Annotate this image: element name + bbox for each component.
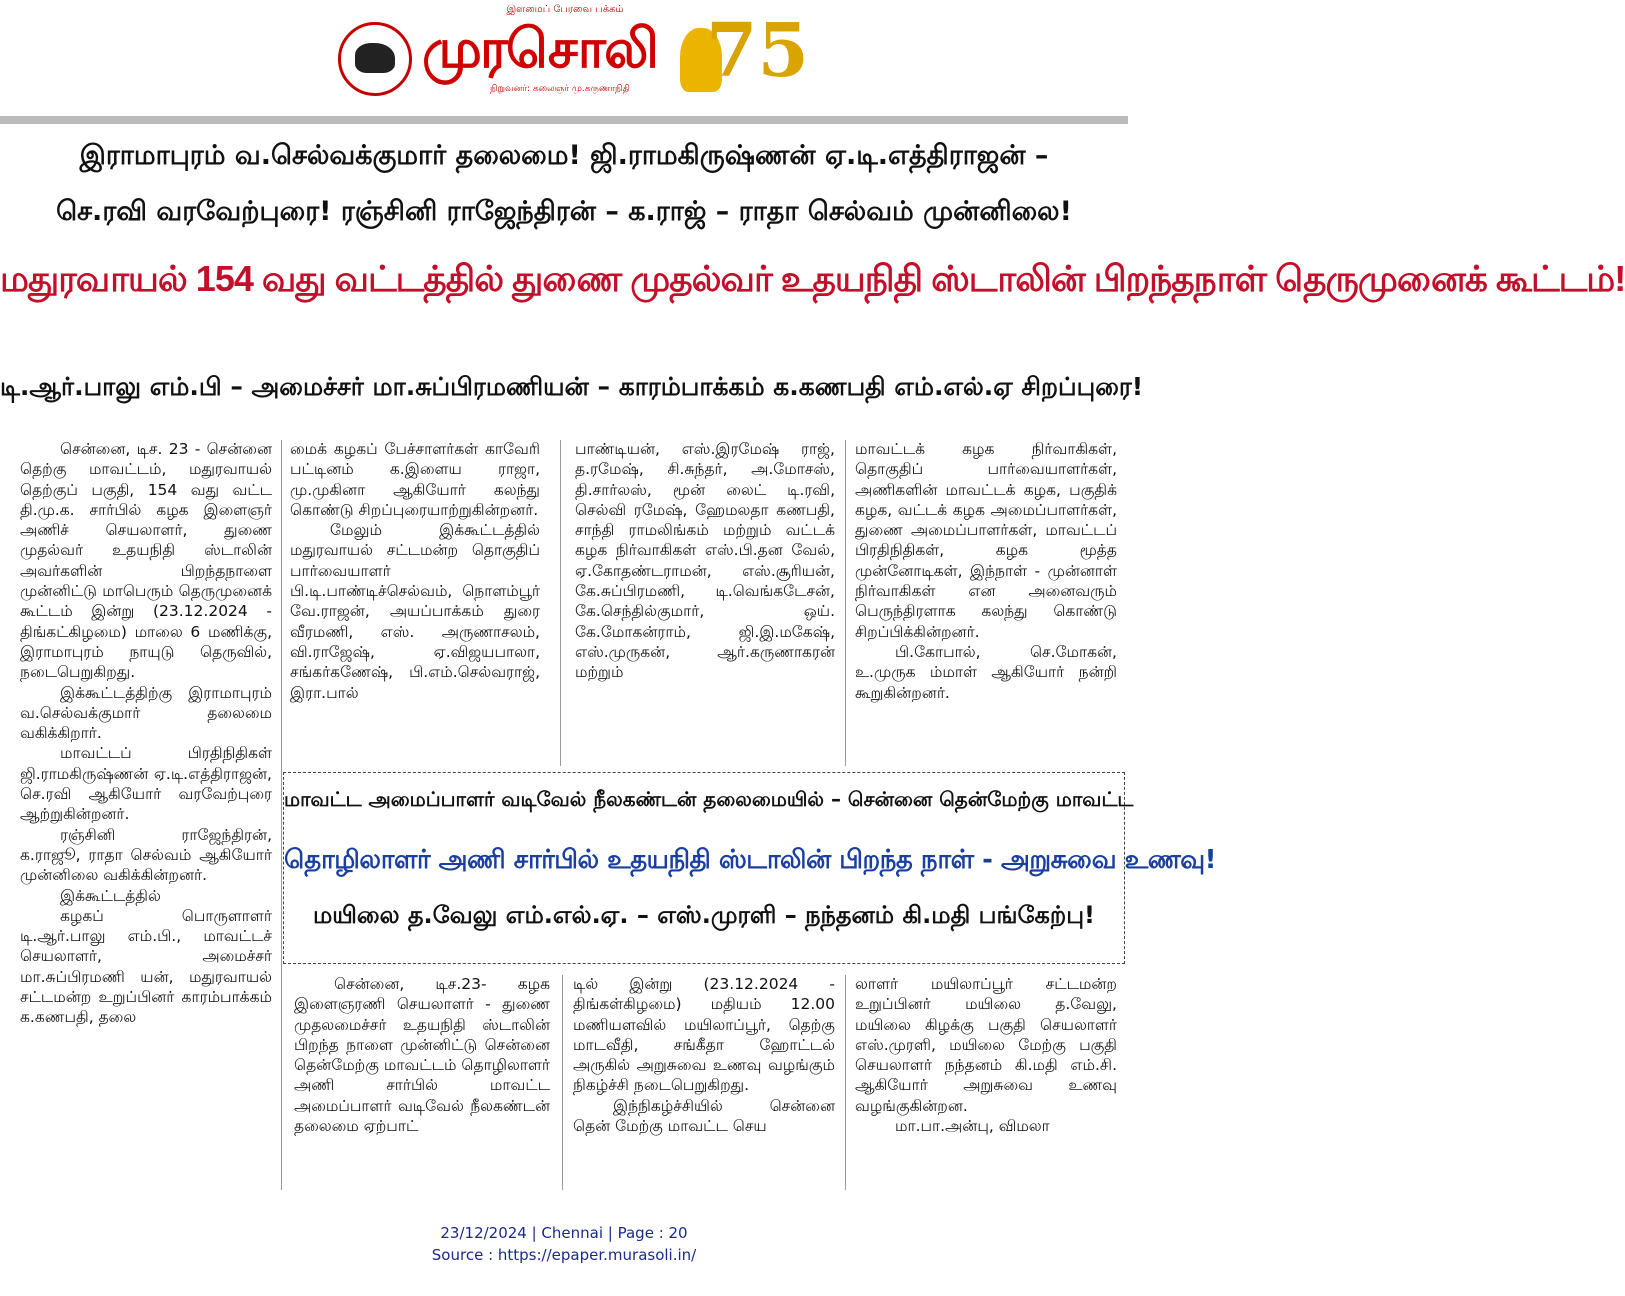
paragraph: கழகப் பொருளாளர் டி.ஆர்.பாலு எம்.பி., மாவட்டச் செயலாளர், அமைச்சர் மா.சுப்பிரமணி யன், மதுரவாயல் சட்டமன்ற உறுப்பினர் காரம்பாக்கம் க.கணபதி, தலை xyxy=(20,906,272,1027)
column-divider xyxy=(845,440,846,766)
headline-line-4: டி.ஆர்.பாலு எம்.பி – அமைச்சர் மா.சுப்பிரமணியன் – காரம்பாக்கம் க.கணபதி எம்.எல்.ஏ சிறப்புரை! xyxy=(0,372,1144,401)
headline-line-2: செ.ரவி வரவேற்புரை! ரஞ்சினி ராஜேந்திரன் – க.ராஜ் – ராதா செல்வம் முன்னிலை! xyxy=(56,196,1072,227)
headline-line-1: இராமாபுரம் வ.செல்வக்குமார் தலைமை! ஜி.ராமகிருஷ்ணன் ஏ.டி.எத்திராஜன் – xyxy=(79,140,1049,171)
article2-column-1 xyxy=(294,974,550,1192)
article1-column-4 xyxy=(855,439,1117,769)
column-divider xyxy=(281,440,282,1190)
article1-column-2 xyxy=(290,439,540,769)
paragraph: மைக் கழகப் பேச்சாளர்கள் காவேரி பட்டினம் க.இளைய ராஜா, மு.முகினா ஆகியோர் கலந்து கொண்டு சிறப்புரையாற்றுகின்றனர். xyxy=(290,440,540,519)
footer-dateline: 23/12/2024 | Chennai | Page : 20 xyxy=(440,1224,688,1242)
masthead-tagline: இளமைப் பேரவை பக்கம் xyxy=(506,4,624,15)
footer-source-link[interactable]: Source : https://epaper.murasoli.in/ xyxy=(431,1246,697,1264)
seal-icon xyxy=(338,22,412,96)
divider xyxy=(0,116,1128,124)
paragraph: மாவட்டக் கழக நிர்வாகிகள், தொகுதிப் பார்வையாளர்கள், அணிகளின் மாவட்டக் கழக, பகுதிக் கழக, வட்டக் கழக அமைப்பாளர்கள், துணை அமைப்பாளர்கள், மாவட்டப் பிரதிநிதிகள், கழக மூத்த முன்னோடிகள், இந்நாள் - முன்னாள் நிர்வாகிகள் என அனைவரும் பெருந்திரளாக கலந்து கொண்டு சிறப்பிக்கின்றனர். xyxy=(855,440,1117,641)
article2-headline: தொழிலாளர் அணி சார்பில் உதயநிதி ஸ்டாலின் பிறந்த நாள் - அறுசுவை உணவு! xyxy=(284,845,1217,875)
column-divider xyxy=(562,975,563,1190)
column-divider xyxy=(845,975,846,1190)
paragraph: பாண்டியன், எஸ்.இரமேஷ் ராஜ், த.ரமேஷ், சி.சுந்தர், அ.மோசஸ், தி.சார்லஸ், மூன் லைட் டி.ரவி, செல்வி ரமேஷ், ஹேமலதா கணபதி, சாந்தி ராமலிங்கம் மற்றும் வட்டக் கழக நிர்வாகிகள் எஸ்.பி.தன வேல், ஏ.கோதண்டராமன், எஸ்.சூரியன், கே.சுப்பிரமணி, டி.வெங்கடேசன், கே.செந்தில்குமார், ஒய். கே.மோகன்ராம், ஜி.இ.மகேஷ், எஸ்.முருகன், ஆர்.கருணாகரன் மற்றும் xyxy=(575,440,835,682)
paragraph: ரஞ்சினி ராஜேந்திரன், க.ராஜூ, ராதா செல்வம் ஆகியோர் முன்னிலை வகிக்கின்றனர். xyxy=(20,825,272,885)
article2-headline-box xyxy=(283,772,1217,964)
paragraph: லாளர் மயிலாப்பூர் சட்டமன்ற உறுப்பினர் மயிலை த.வேலு, மயிலை கிழக்கு பகுதி செயலாளர் எஸ்.முரளி, மயிலை மேற்கு பகுதி செயலாளர் நந்தனம் கி.மதி எம்.சி. ஆகியோர் அறுசுவை உணவு வழங்குகின்றன. xyxy=(855,975,1117,1115)
paragraph: சென்னை, டிச. 23 - சென்னை தெற்கு மாவட்டம், மதுரவாயல் தெற்குப் பகுதி, 154 வது வட்ட தி.மு.க. சார்பில் கழக இளைஞர் அணிச் செயலாளர், துணை முதல்வர் உதயநிதி ஸ்டாலின் அவர்களின் பிறந்தநாளை முன்னிட்டு மாபெரும் தெருமுனைக் கூட்டம் இன்று (23.12.2024 - திங்கட்கிழமை) மாலை 6 மணிக்கு, இராமாபுரம் நாயுடு தெருவில், நடைபெறுகிறது. xyxy=(20,440,272,682)
paragraph: இக்கூட்டத்தில் xyxy=(60,886,161,905)
paragraph: மா.பா.அன்பு, விமலா xyxy=(895,1117,1050,1136)
newspaper-logo: முரசொலி xyxy=(422,17,657,80)
paragraph: மேலும் இக்கூட்டத்தில் மதுரவாயல் சட்டமன்ற தொகுதிப் பார்வையாளர் பி.டி.பாண்டிச்செல்வம், நொளம்பூர் வே.ராஜன், அயப்பாக்கம் துரை வீரமணி, எஸ். அருணாசலம், வி.ராஜேஷ், ஏ.விஜயபாலா, சங்கர்கணேஷ், பி.எம்.செல்வராஜ், இரா.பால் xyxy=(290,521,540,702)
article2-kicker: மாவட்ட அமைப்பாளர் வடிவேல் நீலகண்டன் தலைமையில் – சென்னை தென்மேற்கு மாவட்ட xyxy=(284,787,1134,811)
paragraph: மாவட்டப் பிரதிநிதிகள் ஜி.ராமகிருஷ்ணன் ஏ.டி.எத்திராஜன், செ.ரவி ஆகியோர் வரவேற்புரை ஆற்றுகின்றனர். xyxy=(20,744,272,824)
main-headline: மதுரவாயல் 154 வது வட்டத்தில் துணை முதல்வர் உதயநிதி ஸ்டாலின் பிறந்தநாள் தெருமுனைக் கூட்டம்! xyxy=(0,258,1625,299)
logo-subtitle: நிறுவனர்: கலைஞர் மு.கருணாநிதி xyxy=(490,84,630,94)
page-footer xyxy=(0,1222,1128,1266)
paragraph: பி.கோபால், செ.மோகன், உ.முருக ம்மாள் ஆகியோர் நன்றி கூறுகின்றனர். xyxy=(855,642,1117,702)
paragraph: இக்கூட்டத்திற்கு இராமாபுரம் வ.செல்வக்குமார் தலைமை வகிக்கிறார். xyxy=(20,683,272,743)
article2-subhead: மயிலை த.வேலு எம்.எல்.ஏ. – எஸ்.முரளி – நந்தனம் கி.மதி பங்கேற்பு! xyxy=(312,901,1095,929)
article1-column-3 xyxy=(575,439,835,769)
masthead xyxy=(330,4,809,100)
anniversary-mark: 75 xyxy=(706,8,809,94)
article2-column-2 xyxy=(573,974,835,1192)
article2-column-3 xyxy=(855,974,1117,1192)
paragraph: டில் இன்று (23.12.2024 - திங்கள்கிழமை) மதியம் 12.00 மணியளவில் மயிலாப்பூர், தெற்கு மாடவீதி, சங்கீதா ஹோட்டல் அருகில் அறுசுவை உணவு வழங்கும் நிகழ்ச்சி நடைபெறுகிறது. xyxy=(573,975,835,1095)
paragraph: இந்நிகழ்ச்சியில் சென்னை தென் மேற்கு மாவட்ட செய xyxy=(573,1096,835,1136)
article1-column-1 xyxy=(20,439,272,1191)
column-divider xyxy=(560,440,561,766)
paragraph: சென்னை, டிச.23- கழக இளைஞரணி செயலாளர் - துணை முதலமைச்சர் உதயநிதி ஸ்டாலின் பிறந்த நாளை முன்னிட்டு சென்னை தென்மேற்கு மாவட்டம் தொழிலாளர் அணி சார்பில் மாவட்ட அமைப்பாளர் வடிவேல் நீலகண்டன் தலைமை ஏற்பாட் xyxy=(294,975,550,1136)
